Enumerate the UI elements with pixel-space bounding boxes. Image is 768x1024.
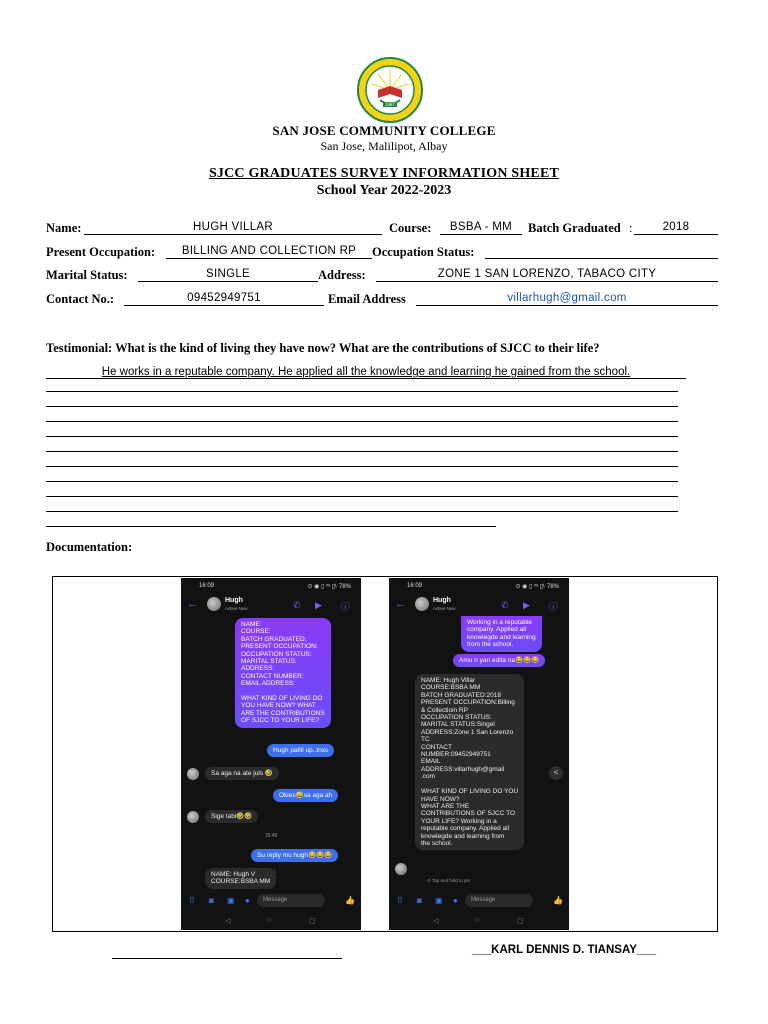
back-arrow-icon[interactable]: ← [395,598,406,610]
school-name: SAN JOSE COMMUNITY COLLEGE [272,123,496,138]
apps-grid-icon[interactable]: ⠿ [397,896,403,905]
contact-name: Hugh [225,597,243,604]
avatar[interactable] [187,768,199,780]
message-bubble-outgoing[interactable]: Amu n yan edita na😂😂😂 [453,654,545,667]
address-label: Address: [318,268,366,282]
answer-rule [46,526,496,527]
camera-icon[interactable]: ◙ [417,896,422,905]
answer-rule [46,466,678,467]
contact-label: Contact No.: [46,292,115,306]
avatar[interactable] [207,597,221,611]
gallery-icon[interactable]: ▣ [227,896,235,905]
message-bubble-outgoing[interactable]: Hugh pafill up..tnxs [267,744,334,757]
message-bubble-incoming[interactable]: Sige tabi🤣🤣 [205,810,258,823]
android-nav-bar [389,914,569,930]
answer-rule [46,481,678,482]
active-status: Active Now [225,606,248,611]
microphone-icon[interactable]: ● [245,896,250,905]
contact-name: Hugh [433,597,451,604]
batch-label: Batch Graduated [528,221,621,235]
like-icon[interactable]: 👍 [553,896,563,905]
answer-rule [46,496,678,497]
occupation-status-field[interactable] [485,245,718,259]
name-field[interactable]: HUGH VILLAR [84,221,382,235]
batch-field[interactable]: 2018 [634,221,718,235]
name-label: Name: [46,221,82,235]
sheet-title: SJCC GRADUATES SURVEY INFORMATION SHEET [208,166,560,181]
message-bubble-outgoing[interactable]: Okies😅sa aga ah [273,789,338,802]
message-timestamp: 15:49 [264,833,278,839]
course-field[interactable]: BSBA - MM [440,221,522,235]
nav-recents-icon[interactable]: ▢ [517,918,524,925]
nav-recents-icon[interactable]: ▢ [309,918,316,925]
message-input[interactable]: Message [465,894,533,907]
like-icon[interactable]: 👍 [345,896,355,905]
documentation-frame [52,576,718,932]
info-icon[interactable]: ⓘ [341,602,351,612]
testimonial-answer-line[interactable] [46,366,686,379]
microphone-icon[interactable]: ● [453,896,458,905]
message-bubble-incoming[interactable]: Sa aga na ate juls 🤣 [205,767,279,780]
message-bubble-outgoing[interactable]: Su reply mu hugh😂😂😂 [251,849,338,862]
messenger-screenshot-1 [181,578,361,930]
marital-field[interactable]: SINGLE [138,268,318,282]
message-bubble-outgoing[interactable]: NAME: COURSE: BATCH GRADUATED: PRESENT OCCUPATION: OCCUPATION STATUS: MARITAL STATUS: ADDRESS: CONTACT NUMBER: EMAIL ADDRESS: WHAT KIND OF LIVING DO YOU HAVE NOW? WHAT ARE THE CONTRIBUTIONS OF SJCC TO YOUR LIFE? [235,618,331,728]
avatar[interactable] [395,863,407,875]
message-bubble-outgoing[interactable]: Working in a reputable company. Applied all knowlegde and learning from the school. [461,616,542,652]
answer-rule [46,406,678,407]
status-bar: 16:09 ⊙ ◉ ▯ ᵛᵒ ▯ᴸ 78% [407,583,559,590]
occupation-status-label: Occupation Status: [372,245,475,259]
camera-icon[interactable]: ◙ [209,896,214,905]
nav-home-icon[interactable]: ○ [475,917,480,924]
college-seal-logo [352,56,428,124]
email-field[interactable]: villarhugh@gmail.com [416,292,718,306]
address-field[interactable]: ZONE 1 SAN LORENZO, TABACO CITY [376,268,718,282]
active-status: Active Now [433,606,456,611]
video-call-icon[interactable]: ▶ [315,600,322,610]
info-icon[interactable]: ⓘ [549,602,559,612]
occupation-field[interactable]: BILLING AND COLLECTION RP [166,245,372,259]
answer-rule [46,421,678,422]
apps-grid-icon[interactable]: ⠿ [189,896,195,905]
answer-rule [46,436,678,437]
gallery-icon[interactable]: ▣ [435,896,443,905]
marital-label: Marital Status: [46,268,128,282]
chat-header [181,592,361,616]
message-composer [389,890,569,912]
signature-line [112,948,342,959]
share-icon[interactable]: < [549,766,563,780]
messenger-screenshot-2 [389,578,569,930]
phone-call-icon[interactable]: ✆ [501,600,509,610]
scroll-down-icon[interactable]: ↓ [273,868,277,875]
avatar[interactable] [187,811,199,823]
signatory-name: ___KARL DENNIS D. TIANSAY___ [472,944,657,956]
email-label: Email Address [328,292,406,306]
avatar[interactable] [415,597,429,611]
pin-hint: ⊙ Tap and hold to pin [427,878,470,883]
message-bubble-incoming[interactable]: NAME: Hugh V COURSE:BSBA MM [205,868,276,889]
message-input[interactable]: Message [257,894,325,907]
answer-rule [46,451,678,452]
testimonial-answer: He works in a reputable company. He applied all the knowledge and learning he gained from the school. [101,366,631,378]
testimonial-question: Testimonial: What is the kind of living they have now? What are the contributions of SJCC to their life? [46,341,600,355]
status-bar: 16:09 ⊙ ◉ ▯ ᵛᵒ ▯ᴸ 78% [199,583,351,590]
documentation-label: Documentation: [46,540,133,554]
answer-rule [46,511,678,512]
message-bubble-incoming[interactable]: NAME: Hugh Villar COURSE:BSBA MM BATCH GRADUATED:2018 PRESENT OCCUPATION:Billing & Collectioin RP OCCUPATION STATUS: MARITAL STATUS:Singel ADDRESS:Zone 1 San Lorenzo TC CONTACT NUMBER:09452949751 EMAIL ADDRESS:villarhugh@gmail .com WHAT KIND OF LIVING DO YOU HAVE NOW? WHAT ARE THE CONTRIBUTIONS OF SJCC TO YOUR LIFE? Working in a reputable company. Applied all knowlegde and learning from the school. [415,674,524,850]
answer-rule [46,391,678,392]
back-arrow-icon[interactable]: ← [187,598,198,610]
svg-text:1987: 1987 [384,102,396,107]
chat-header [389,592,569,616]
nav-home-icon[interactable]: ○ [267,917,272,924]
course-label: Course: [389,221,432,235]
video-call-icon[interactable]: ▶ [523,600,530,610]
android-nav-bar [181,914,361,930]
occupation-label: Present Occupation: [46,245,156,259]
phone-call-icon[interactable]: ✆ [293,600,301,610]
nav-back-icon[interactable]: ◁ [225,918,231,925]
message-composer [181,890,361,912]
school-year: School Year 2022-2023 [316,183,452,198]
contact-field[interactable]: 09452949751 [124,292,324,306]
nav-back-icon[interactable]: ◁ [433,918,439,925]
school-address: San Jose, Malilipot, Albay [320,139,448,153]
